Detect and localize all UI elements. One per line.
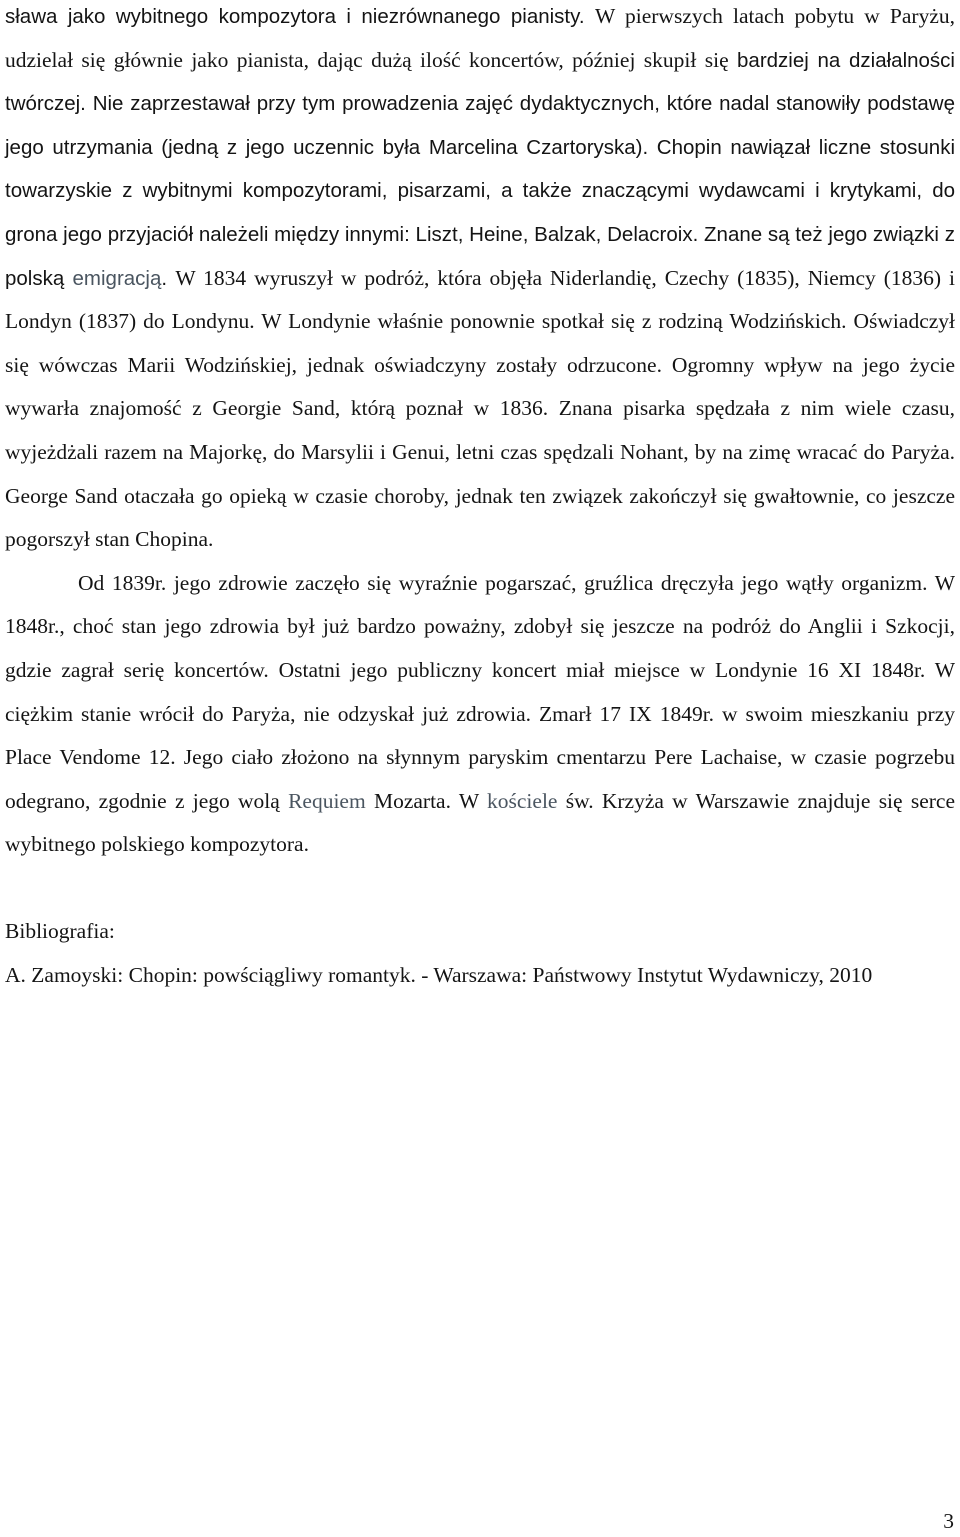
document-page xyxy=(5,0,955,998)
paragraph-1 xyxy=(5,0,955,562)
paragraph-2 xyxy=(5,562,955,867)
text-run: sława jako wybitnego kompozytora i niezrównanego pianisty. xyxy=(5,5,595,28)
link-requiem[interactable]: Requiem xyxy=(288,788,366,813)
text-run: Od 1839r. jego zdrowie zaczęło się wyraźnie pogarszać, gruźlica dręczyła jego wątły organizm. W 1848r., choć stan jego zdrowia był już bardzo poważny, zdobył się jeszcze na podróż do Anglii i Szkocji, gdzie zagrał serię koncertów. Ostatni jego publiczny koncert miał miejsce w Londynie 16 XI 1848r. W ciężkim stanie wrócił do Paryża, nie odzyskał już zdrowia. Zmarł 17 IX 1849r. w swoim mieszkaniu przy Place Vendome 12. Jego ciało złożono na słynnym paryskim cmentarzu Pere Lachaise, w czasie pogrzebu odegrano, zgodnie z jego wolą xyxy=(5,570,955,813)
text-run: W 1834 wyruszył w podróż, która objęła Niderlandię, Czechy (1835), Niemcy (1836) i Londyn (1837) do Londynu. W Londynie właśnie ponownie spotkał się z rodziną Wodzińskich. Oświadczył się wówczas Marii Wodzińskiej, jednak oświadczyny zostały odrzucone. Ogromny wpływ na jego życie wywarła znajomość z Georgie Sand, którą poznał w 1836. Znana pisarka spędzała z nim wiele czasu, wyjeżdżali razem na Majorkę, do Marsylii i Genui, letni czas spędzali Nohant, by na zimę wracać do Paryża. George Sand otaczała go opieką w czasie choroby, jednak ten związek zakończył się gwałtownie, co jeszcze pogorszył stan Chopina. xyxy=(5,265,955,552)
text-run: Mozarta. W xyxy=(365,788,488,813)
text-run: bardziej na działalności twórczej. Nie zaprzestawał przy tym prowadzenia zajęć dydaktycznych, które nadal stanowiły podstawę jego utrzymania (jedną z jego uczennic była Marcelina Czartoryska). Chopin nawiązał liczne stosunki towarzyskie z wybitnymi kompozytorami, pisarzami, a także znaczącymi wydawcami i krytykami, do grona jego przyjaciół należeli między innymi: Liszt, Heine, Balzak, Delacroix. Znane są też jego związki z polską xyxy=(5,48,955,290)
link-kosciele[interactable]: kościele xyxy=(487,788,558,813)
bibliography-entry: A. Zamoyski: Chopin: powściągliwy romantyk. - Warszawa: Państwowy Instytut Wydawniczy, 2010 xyxy=(5,963,873,988)
text-run: . xyxy=(161,266,176,290)
page-number: 3 xyxy=(943,1509,954,1533)
text-run: św. Krzyża w Warszawie znajduje się serce wybitnego polskiego kompozytora. xyxy=(5,788,955,857)
bibliography-heading: Bibliografia: xyxy=(5,919,115,944)
text-run: W pierwszych latach pobytu w Paryżu, udzielał się głównie jako pianista, dając dużą ilość koncertów, później skupił się xyxy=(5,4,955,72)
link-emigracja[interactable]: emigracją xyxy=(72,266,162,290)
